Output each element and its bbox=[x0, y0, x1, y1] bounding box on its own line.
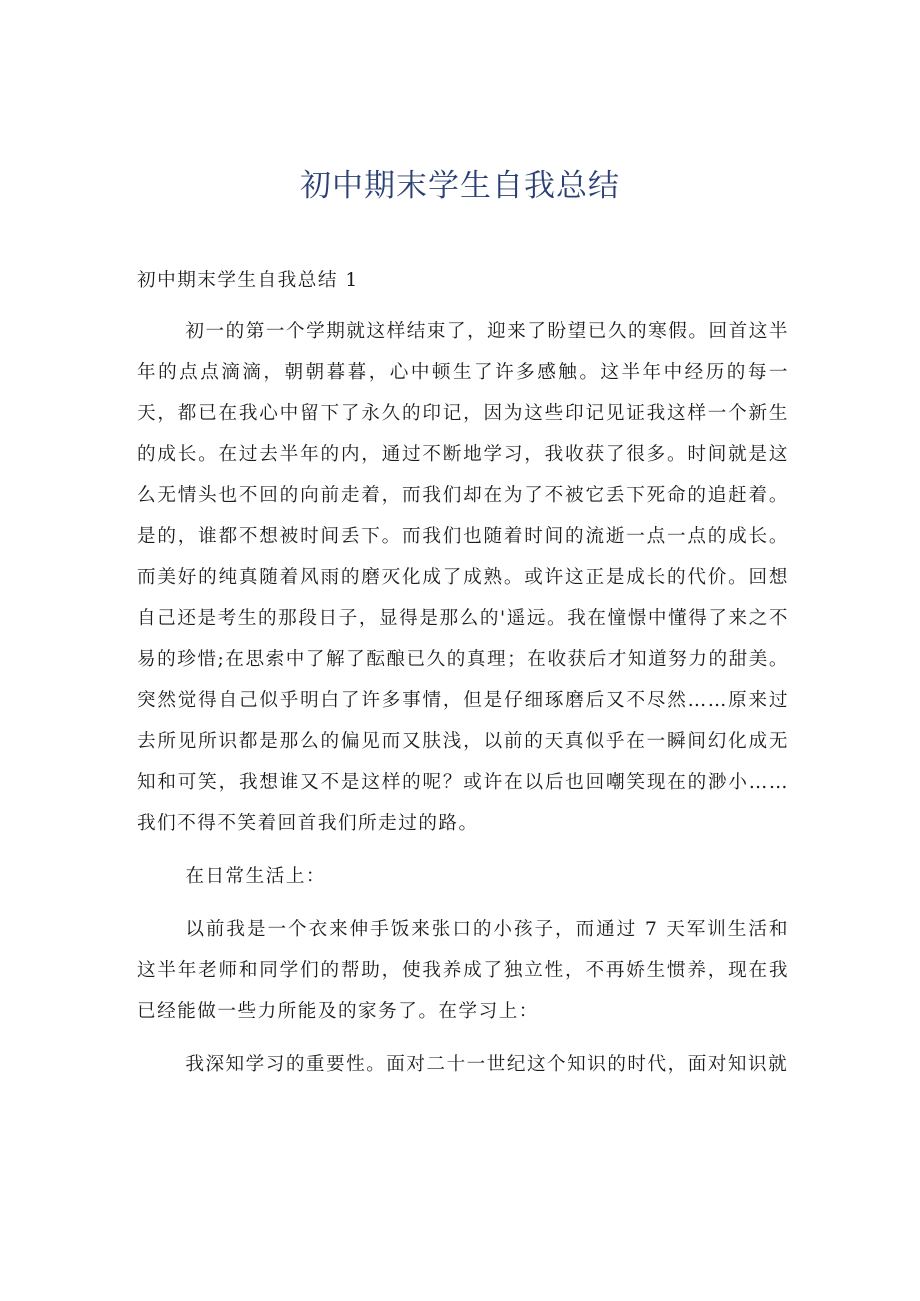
paragraph-2: 在日常生活上： bbox=[185, 866, 327, 887]
document-title: 初中期末学生自我总结 bbox=[300, 168, 620, 204]
section-heading: 初中期末学生自我总结 1 bbox=[137, 270, 359, 291]
paragraph-1: 初一的第一个学期就这样结束了，迎来了盼望已久的寒假。回首这半年的点点滴滴，朝朝暮暮，心中顿生了许多感触。这半年中经历的每一天，都已在我心中留下了永久的印记，因为这些印记见证我这样一个新生的成长。在过去半年的内，通过不断地学习，我收获了很多。时间就是这么无情头也不回的向前走着，而我们却在为了不被它丢下死命的追赶着。是的，谁都不想被时间丢下。而我们也随着时间的流逝一点一点的成长。而美好的纯真随着风雨的磨灭化成了成熟。或许这正是成长的代价。回想自己还是考生的那段日子，显得是那么的'遥远。我在憧憬中懂得了来之不易的珍惜;在思索中了解了酝酿已久的真理；在收获后才知道努力的甜美。突然觉得自己似乎明白了许多事情，但是仔细琢磨后又不尽然……原来过去所见所识都是那么的偏见而又肤浅，以前的天真似乎在一瞬间幻化成无知和可笑，我想谁又不是这样的呢？或许在以后也回嘲笑现在的渺小……我们不得不笑着回首我们所走过的路。 bbox=[137, 321, 789, 834]
document-body bbox=[137, 260, 789, 1097]
paragraph-3: 以前我是一个衣来伸手饭来张口的小孩子，而通过 7 天军训生活和这半年老师和同学们的帮助，使我养成了独立性，不再娇生惯养，现在我已经能做一些力所能及的家务了。在学习上： bbox=[137, 919, 789, 1022]
paragraph-4: 我深知学习的重要性。面对二十一世纪这个知识的时代，面对知识就 bbox=[185, 1054, 789, 1075]
